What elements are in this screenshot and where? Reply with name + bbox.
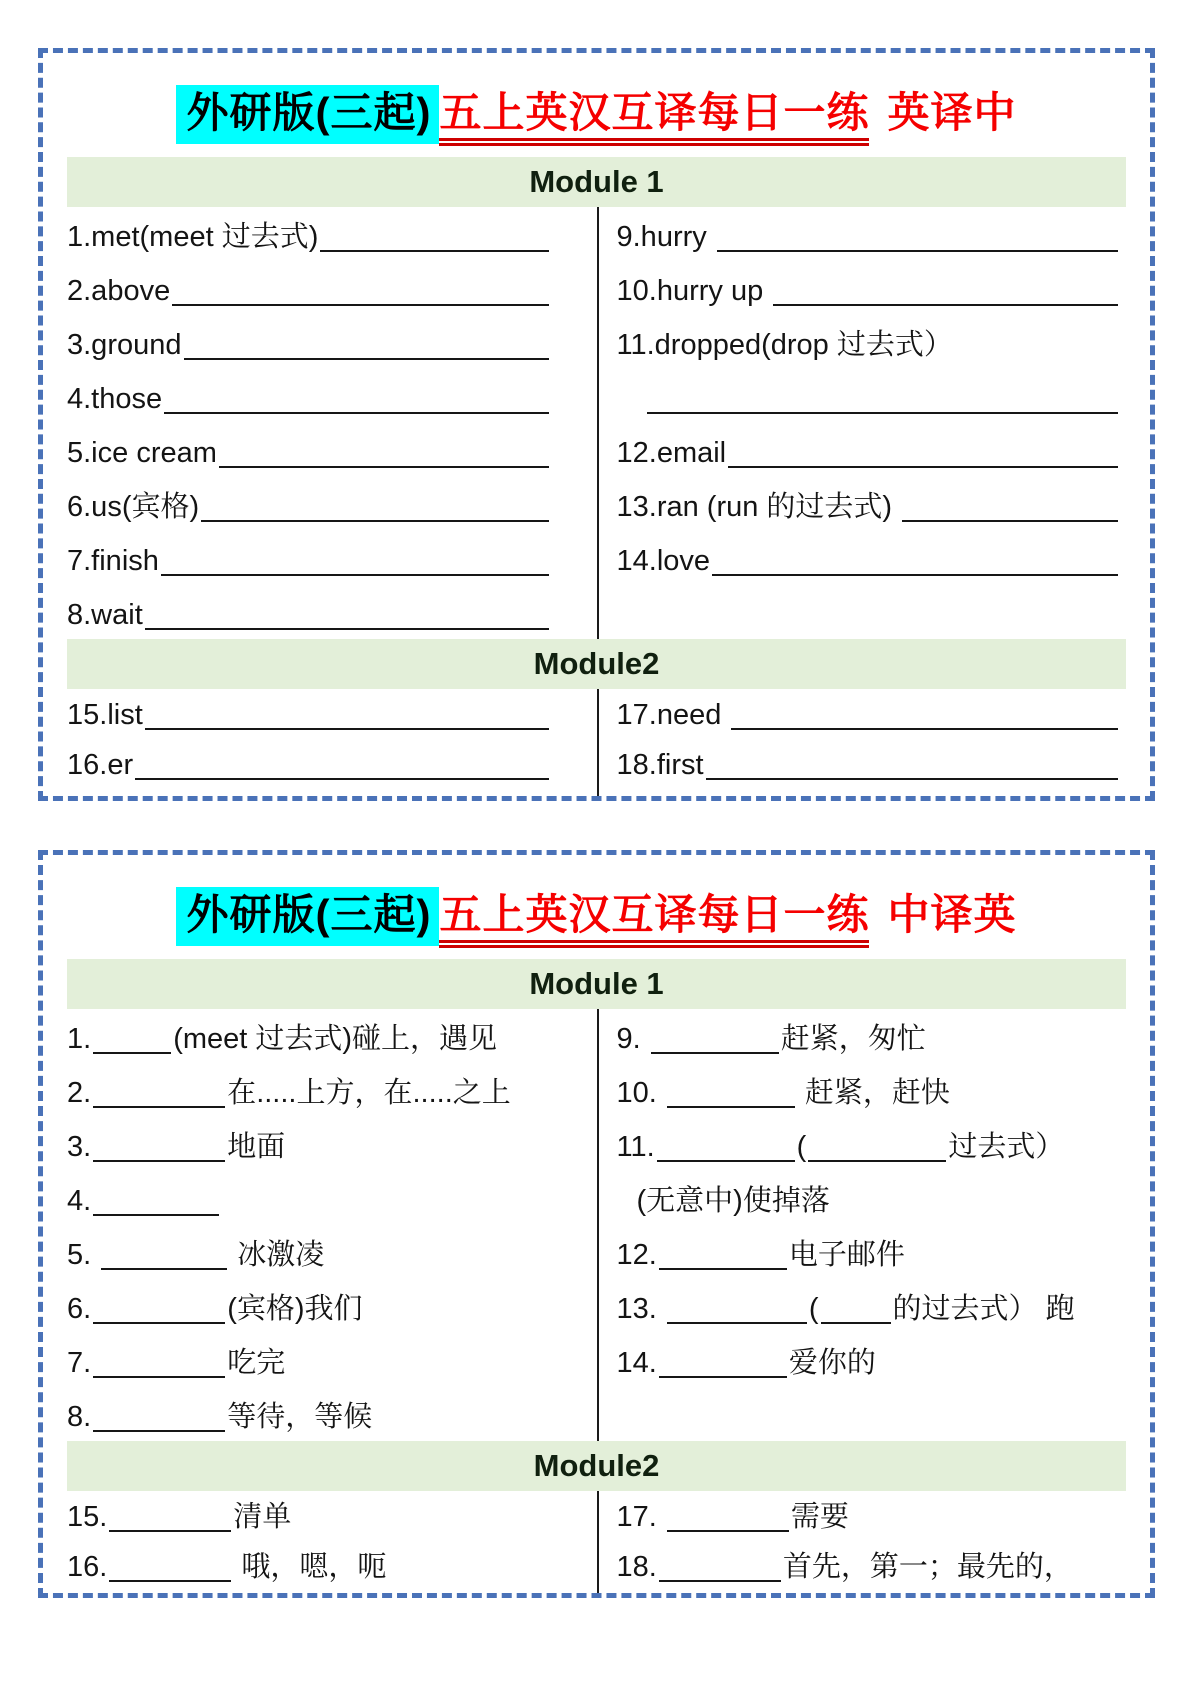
module-header: Module2 — [67, 639, 1126, 689]
item-text: 5.ice cream — [67, 436, 217, 469]
item-text: 14. — [616, 1346, 657, 1379]
blank-line — [659, 1266, 787, 1270]
item-text: 12. — [616, 1238, 657, 1271]
vocab-item — [617, 477, 1121, 531]
blank-line — [657, 1158, 795, 1162]
item-text: 16.er — [67, 748, 134, 781]
blank-line — [728, 464, 1118, 468]
item-text: 吃完 — [227, 1346, 286, 1379]
item-text: 清单 — [233, 1500, 292, 1533]
blank-line — [93, 1374, 225, 1378]
blank-line — [184, 356, 549, 360]
item-text: 15. — [67, 1500, 108, 1533]
blank-line — [164, 410, 548, 414]
item-text: 2. — [67, 1076, 92, 1109]
vocab-item — [67, 207, 551, 261]
item-text: 哦，嗯，呃 — [233, 1550, 387, 1583]
item-text: 等待，等候 — [227, 1400, 373, 1433]
item-text: 10.hurry up — [616, 274, 772, 307]
item-text: 7. — [67, 1346, 92, 1379]
item-text: 11. — [616, 1130, 655, 1163]
title-edition-highlight: 外研版(三起) — [176, 887, 439, 946]
vocab-item — [67, 1117, 551, 1171]
vocab-item — [67, 1541, 551, 1591]
item-text: 17.need — [616, 698, 730, 731]
blank-line — [93, 1212, 219, 1216]
title-direction: 英译中 — [887, 89, 1017, 136]
blank-line — [109, 1578, 231, 1582]
item-text: 冰激凌 — [229, 1238, 325, 1271]
blank-line — [93, 1158, 225, 1162]
item-text: 1.met(meet 过去式) — [67, 220, 319, 253]
vocab-item — [617, 1333, 1121, 1387]
column-right — [597, 689, 1127, 796]
vocab-item — [617, 1279, 1121, 1333]
module-header: Module 1 — [67, 157, 1126, 207]
vocab-item — [617, 261, 1121, 315]
item-text: 赶紧，匆忙 — [780, 1022, 926, 1055]
blank-line — [659, 1374, 787, 1378]
item-text: 首先，第一；最先的， — [782, 1550, 1073, 1583]
blank-line — [667, 1528, 789, 1532]
blank-line — [109, 1528, 231, 1532]
item-text: 15.list — [67, 698, 143, 731]
module-body — [67, 207, 1126, 639]
blank-line — [93, 1428, 225, 1432]
item-text: 过去式） — [948, 1130, 1065, 1163]
blank-line — [101, 1266, 227, 1270]
vocab-item — [617, 689, 1121, 739]
module-header: Module 1 — [67, 959, 1126, 1009]
blank-line — [172, 302, 548, 306]
blank-line — [717, 248, 1118, 252]
vocab-item — [617, 369, 1121, 423]
item-text: 3.ground — [67, 328, 182, 361]
blank-line — [821, 1320, 891, 1324]
vocab-item — [617, 531, 1121, 585]
blank-line — [667, 1320, 807, 1324]
vocab-item — [67, 1333, 551, 1387]
module-body — [67, 689, 1126, 796]
blank-line — [902, 518, 1118, 522]
item-text: 爱你的 — [788, 1346, 876, 1379]
vocab-item — [617, 423, 1121, 477]
vocab-item — [67, 689, 551, 739]
item-text: (宾格)我们 — [227, 1292, 363, 1325]
module-header: Module2 — [67, 1441, 1126, 1491]
item-text: 6.us(宾格) — [67, 490, 200, 523]
worksheet-title — [63, 883, 1130, 947]
item-text: 5. — [67, 1238, 100, 1271]
blank-line — [773, 302, 1118, 306]
blank-line — [161, 572, 549, 576]
vocab-item — [617, 1491, 1121, 1541]
title-main-underlined: 五上英汉互译每日一练 — [439, 891, 869, 948]
blank-line — [219, 464, 549, 468]
title-direction: 中译英 — [887, 891, 1017, 938]
blank-line — [320, 248, 548, 252]
item-text: 需要 — [790, 1500, 849, 1533]
blank-line — [651, 1050, 779, 1054]
vocab-item — [67, 369, 551, 423]
item-text: 4. — [67, 1184, 92, 1217]
item-text: 13. — [616, 1292, 665, 1325]
item-text: 的过去式） 跑 — [892, 1292, 1075, 1325]
vocab-item — [617, 1009, 1121, 1063]
vocab-item — [67, 1063, 551, 1117]
vocab-item — [67, 261, 551, 315]
column-left — [67, 207, 597, 639]
vocab-item — [67, 315, 551, 369]
item-text: 14.love — [616, 544, 711, 577]
blank-line — [667, 1104, 795, 1108]
vocab-item — [617, 207, 1121, 261]
item-text: 8. — [67, 1400, 92, 1433]
item-text: 4.those — [67, 382, 163, 415]
item-text: 11.dropped(drop 过去式） — [616, 328, 953, 361]
worksheet-title — [63, 81, 1130, 145]
item-text: 电子邮件 — [788, 1238, 905, 1271]
item-text: 9. — [616, 1022, 649, 1055]
item-text: 17. — [616, 1500, 665, 1533]
item-text: 12.email — [616, 436, 727, 469]
column-left — [67, 1491, 597, 1593]
blank-line — [712, 572, 1118, 576]
vocab-item — [67, 1225, 551, 1279]
item-text: 在.....上方，在.....之上 — [227, 1076, 511, 1109]
vocab-item — [67, 1009, 551, 1063]
column-right — [597, 207, 1127, 639]
blank-line — [145, 726, 549, 730]
vocab-item — [67, 585, 551, 639]
item-text: 18.first — [616, 748, 704, 781]
title-edition-highlight: 外研版(三起) — [176, 85, 439, 144]
vocab-item — [67, 1171, 551, 1225]
column-left — [67, 689, 597, 796]
item-text: 16. — [67, 1550, 108, 1583]
item-text: 13.ran (run 的过去式) — [616, 490, 901, 523]
item-text: 2.above — [67, 274, 171, 307]
blank-line — [93, 1050, 171, 1054]
item-text: 地面 — [227, 1130, 286, 1163]
blank-line — [135, 776, 548, 780]
column-left — [67, 1009, 597, 1441]
blank-line — [731, 726, 1118, 730]
blank-line — [93, 1104, 225, 1108]
blank-line — [659, 1578, 781, 1582]
vocab-item — [617, 1541, 1121, 1591]
vocab-item — [617, 1225, 1121, 1279]
vocab-item — [67, 477, 551, 531]
vocab-item — [617, 1171, 1121, 1225]
blank-line — [201, 518, 548, 522]
worksheet-panel-en-to-zh — [38, 48, 1155, 801]
item-text: 6. — [67, 1292, 92, 1325]
vocab-item — [617, 1117, 1121, 1171]
item-text: (无意中)使掉落 — [636, 1184, 830, 1217]
item-text: ( — [808, 1292, 819, 1325]
worksheet-panel-zh-to-en — [38, 850, 1155, 1598]
blank-line — [93, 1320, 225, 1324]
item-text: ( — [796, 1130, 807, 1163]
vocab-item — [67, 423, 551, 477]
vocab-item — [67, 1387, 551, 1441]
item-text: 10. — [616, 1076, 665, 1109]
vocab-item — [67, 1491, 551, 1541]
item-text: 9.hurry — [616, 220, 715, 253]
module-body — [67, 1009, 1126, 1441]
blank-line — [706, 776, 1118, 780]
vocab-item — [67, 1279, 551, 1333]
sections — [43, 157, 1150, 796]
item-text: 8.wait — [67, 598, 143, 631]
blank-line — [647, 410, 1119, 414]
blank-line — [808, 1158, 946, 1162]
column-right — [597, 1009, 1127, 1441]
vocab-item — [67, 531, 551, 585]
item-text: 赶紧，赶快 — [796, 1076, 950, 1109]
vocab-item — [617, 1063, 1121, 1117]
vocab-item — [617, 739, 1121, 789]
blank-line — [145, 626, 549, 630]
item-text: 1. — [67, 1022, 92, 1055]
item-text: (meet 过去式)碰上，遇见 — [173, 1022, 498, 1055]
column-right — [597, 1491, 1127, 1593]
vocab-item — [67, 739, 551, 789]
item-text: 3. — [67, 1130, 92, 1163]
item-text: 7.finish — [67, 544, 159, 577]
title-main-underlined: 五上英汉互译每日一练 — [439, 89, 869, 146]
item-text: 18. — [616, 1550, 657, 1583]
sections — [43, 959, 1150, 1593]
vocab-item — [617, 315, 1121, 369]
module-body — [67, 1491, 1126, 1593]
